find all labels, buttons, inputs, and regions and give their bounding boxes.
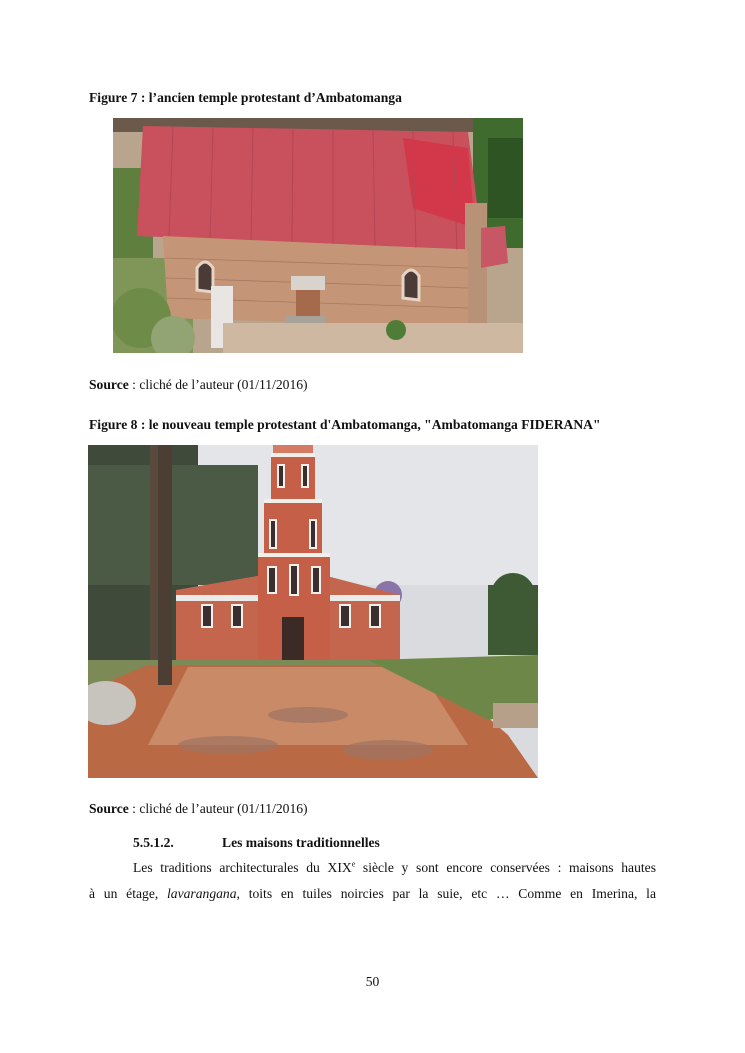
figure-7-source xyxy=(89,377,308,393)
paragraph-line-1 xyxy=(89,855,656,881)
lavarangana-term: lavarangana xyxy=(167,886,237,901)
line2-text-b: , toits en tuiles noircies par la suie, etc … Comme en Imerina, la xyxy=(236,886,656,901)
figure-8-caption: Figure 8 : le nouveau temple protestant d'Ambatomanga, "Ambatomanga FIDERANA" xyxy=(89,417,601,432)
century-superscript: e xyxy=(351,859,356,869)
figure-7-photo xyxy=(113,118,523,353)
source-text: : cliché de l’auteur (01/11/2016) xyxy=(128,801,308,816)
section-number: 5.5.1.2. xyxy=(133,835,174,850)
source-text: : cliché de l’auteur (01/11/2016) xyxy=(128,377,308,392)
old-temple-image xyxy=(113,118,523,353)
figure-8-source xyxy=(89,801,308,817)
line1-text-b: siècle y sont encore conservées : maisons hautes xyxy=(355,860,656,875)
page-number: 50 xyxy=(365,974,380,989)
section-title: Les maisons traditionnelles xyxy=(222,835,380,850)
figure-8-photo xyxy=(88,445,538,778)
source-label: Source xyxy=(89,377,129,392)
new-temple-image xyxy=(88,445,538,778)
line2-text-a: à un étage, xyxy=(89,886,168,901)
body-paragraph xyxy=(89,855,656,907)
figure-7-caption: Figure 7 : l’ancien temple protestant d’Ambatomanga xyxy=(89,90,402,105)
line1-text-a: Les traditions architecturales du XIX xyxy=(133,860,352,875)
source-label: Source xyxy=(89,801,129,816)
paragraph-line-2 xyxy=(89,881,656,907)
